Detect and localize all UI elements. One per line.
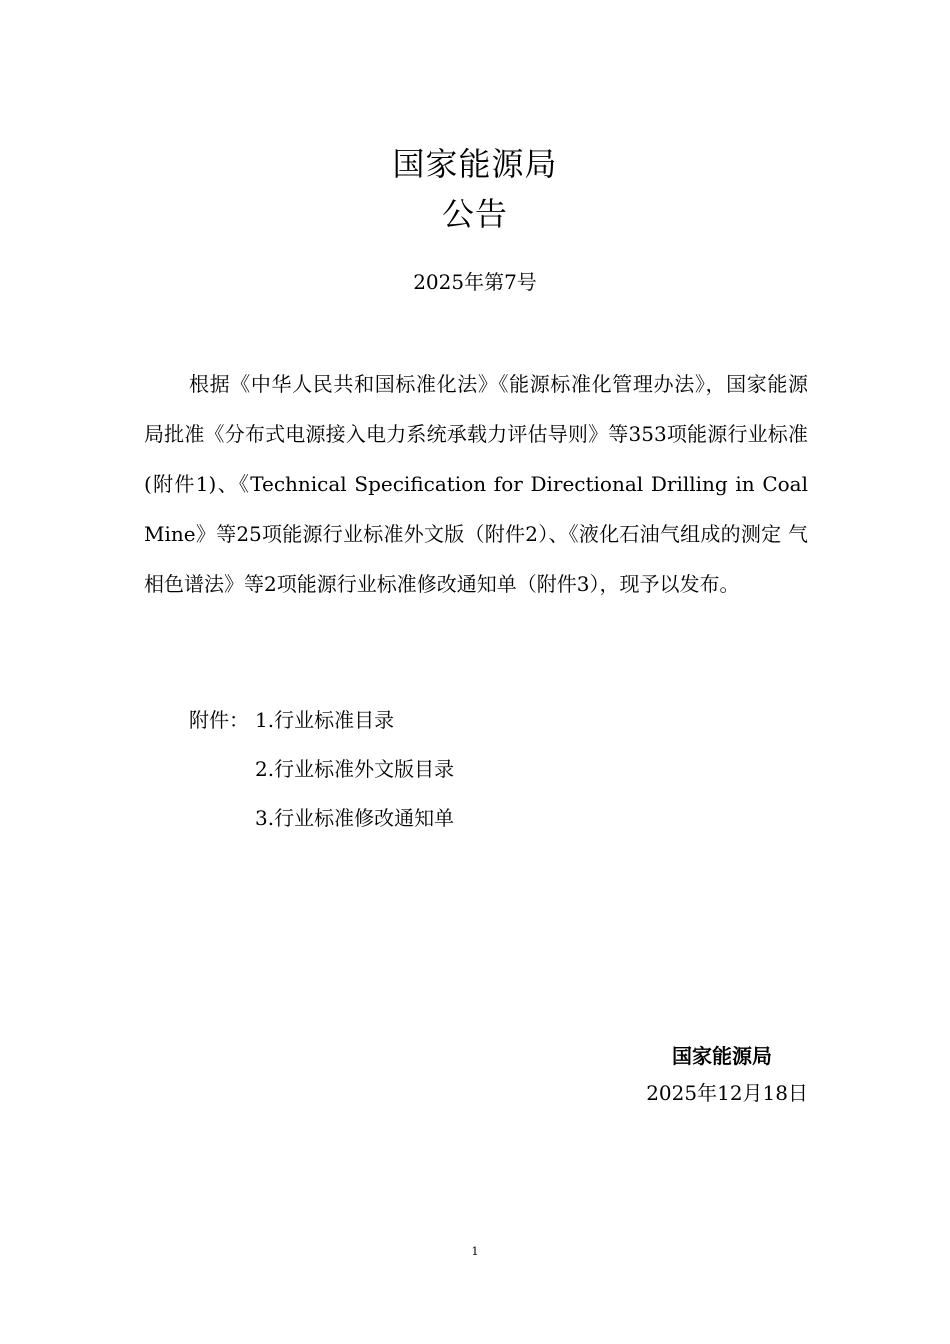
attachment-item: 2.行业标准外文版目录 [255, 757, 455, 781]
issuing-authority-title: 国家能源局 [392, 145, 558, 183]
signature-block [646, 1038, 808, 1112]
attachments-list [189, 696, 454, 843]
attachments-label: 附件： [189, 708, 249, 732]
page-number: 1 [471, 1245, 479, 1258]
attachment-row [189, 696, 454, 745]
signature-org: 国家能源局 [672, 1044, 772, 1068]
attachment-item: 3.行业标准修改通知单 [255, 806, 455, 830]
signature-date: 2025年12月18日 [646, 1081, 808, 1105]
attachment-item: 1.行业标准目录 [255, 708, 395, 732]
document-type-title: 公告 [441, 195, 508, 233]
announcement-body: 根据《中华人民共和国标准化法》《能源标准化管理办法》，国家能源局批准《分布式电源接入电力系统承载力评估导则》等353项能源行业标准(附件1)、《Technical Specification for Directional Drilling in Coal Mine》等25项能源行业标准外文版（附件2）、《液化石油气组成的测定 气相色谱法》等2项能源行业标准修改通知单（附件3），现予以发布。 [144, 372, 808, 596]
attachment-row [189, 745, 454, 794]
attachment-row [189, 794, 454, 843]
announcement-number: 2025年第7号 [413, 270, 537, 294]
